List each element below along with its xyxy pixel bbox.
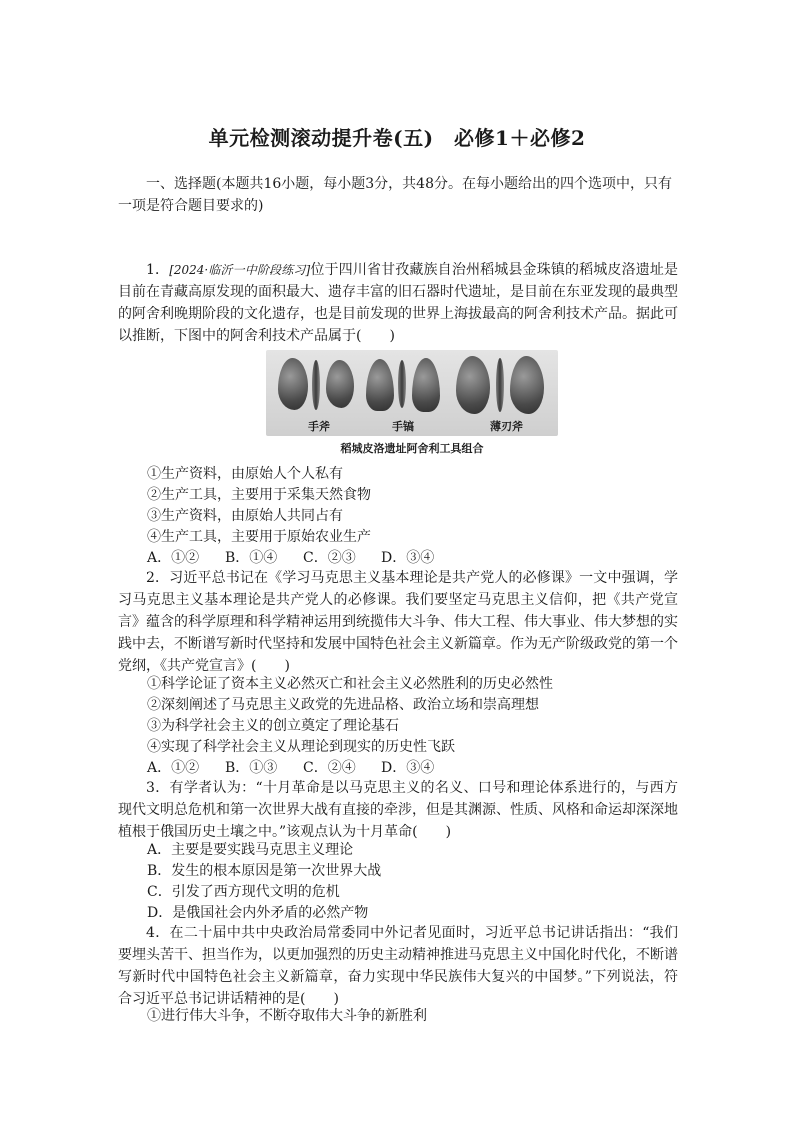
option-d: D．③④ — [381, 760, 435, 776]
question-2-options — [147, 758, 434, 778]
question-1-options — [147, 548, 434, 568]
label-cleaver: 薄刃斧 — [490, 420, 523, 433]
hand-axe-side-image — [312, 360, 320, 410]
question-1-item: ①生产资料，由原始人个人私有 — [147, 466, 343, 482]
figure-caption: 稻城皮洛遗址阿舍利工具组合 — [340, 442, 484, 455]
pick-image — [366, 359, 394, 411]
question-1-source: [2024·临沂一中阶段练习] — [169, 263, 311, 277]
question-3-option-d: D．是俄国社会内外矛盾的必然产物 — [147, 905, 369, 921]
question-1-stem — [118, 259, 678, 347]
question-1-number: 1． — [146, 262, 170, 278]
cleaver-image — [456, 356, 490, 414]
option-c: C．②③ — [303, 550, 356, 566]
question-1-text: 位于四川省甘孜藏族自治州稻城县金珠镇的稻城皮洛遗址是目前在青藏高原发现的面积最大、遗存丰富的旧石器时代遗址，是目前在东亚发现的最典型的阿舍利晚期阶段的文化遗存，也是目前发现的世界上海拔最高的阿舍利技术产品。据此可以推断，下图中的阿舍利技术产品属于( ) — [118, 262, 678, 344]
question-1-item: ④生产工具，主要用于原始农业生产 — [147, 529, 371, 545]
hand-axe-image — [278, 358, 308, 410]
option-a: A．①② — [147, 550, 200, 566]
option-b: B．①④ — [225, 550, 278, 566]
cleaver-image-2 — [510, 356, 544, 414]
option-d: D．③④ — [381, 550, 435, 566]
pick-side-image — [398, 360, 406, 408]
question-3-option-a: A．主要是要实践马克思主义理论 — [147, 842, 354, 858]
question-2-item: ④实现了科学社会主义从理论到现实的历史性飞跃 — [147, 739, 455, 755]
question-3-option-b: B．发生的根本原因是第一次世界大战 — [147, 863, 382, 879]
label-pick: 手镐 — [392, 420, 414, 433]
question-4-stem: 4．在二十届中共中央政治局常委同中外记者见面时，习近平总书记讲话指出：“我们要埋头苦干、担当作为，以更加强烈的历史主动精神推进马克思主义中国化时代化，不断谱写新时代中国特色社会主义新篇章，奋力实现中华民族伟大复兴的中国梦。”下列说法，符合习近平总书记讲话精神的是( ) — [118, 925, 678, 1007]
option-a: A．①② — [147, 760, 200, 776]
question-2-item: ②深刻阐述了马克思主义政党的先进品格、政治立场和崇高理想 — [147, 697, 539, 713]
question-3-option-c: C．引发了西方现代文明的危机 — [147, 884, 340, 900]
label-hand-axe: 手斧 — [308, 420, 330, 433]
question-2-stem: 2．习近平总书记在《学习马克思主义基本理论是共产党人的必修课》一文中强调，学习马克思主义基本理论是共产党人的必修课。我们要坚定马克思主义信仰，把《共产党宣言》蕴含的科学原理和科学精神运用到统揽伟大斗争、伟大工程、伟大事业、伟大梦想的实践中去，不断谱写新时代坚持和发展中国特色社会主义新篇章。作为无产阶级政党的第一个党纲，《共产党宣言》( ) — [118, 570, 678, 674]
option-c: C．②④ — [303, 760, 356, 776]
question-4-item: ①进行伟大斗争，不断夺取伟大斗争的新胜利 — [147, 1008, 427, 1024]
question-2-item: ①科学论证了资本主义必然灭亡和社会主义必然胜利的历史必然性 — [147, 676, 553, 692]
question-1-item: ③生产资料，由原始人共同占有 — [147, 508, 343, 524]
option-b: B．①③ — [225, 760, 278, 776]
page-title: 单元检测滚动提升卷(五) 必修1＋必修2 — [208, 126, 586, 150]
question-2-item: ③为科学社会主义的创立奠定了理论基石 — [147, 718, 399, 734]
cleaver-side-image — [496, 358, 504, 412]
stone-tools-figure — [266, 350, 558, 436]
section-instructions: 一、选择题(本题共16小题，每小题3分，共48分。在每小题给出的四个选项中，只有一项是符合题目要求的) — [118, 176, 672, 214]
question-1-item: ②生产工具，主要用于采集天然食物 — [147, 487, 371, 503]
pick-image-2 — [412, 358, 440, 412]
hand-axe-image-2 — [326, 360, 354, 408]
question-3-stem: 3．有学者认为：“十月革命是以马克思主义的名义、口号和理论体系进行的，与西方现代文明总危机和第一次世界大战有直接的牵涉，但是其渊源、性质、风格和命运却深深地植根于俄国历史土壤之中。”该观点认为十月革命( ) — [118, 780, 678, 840]
